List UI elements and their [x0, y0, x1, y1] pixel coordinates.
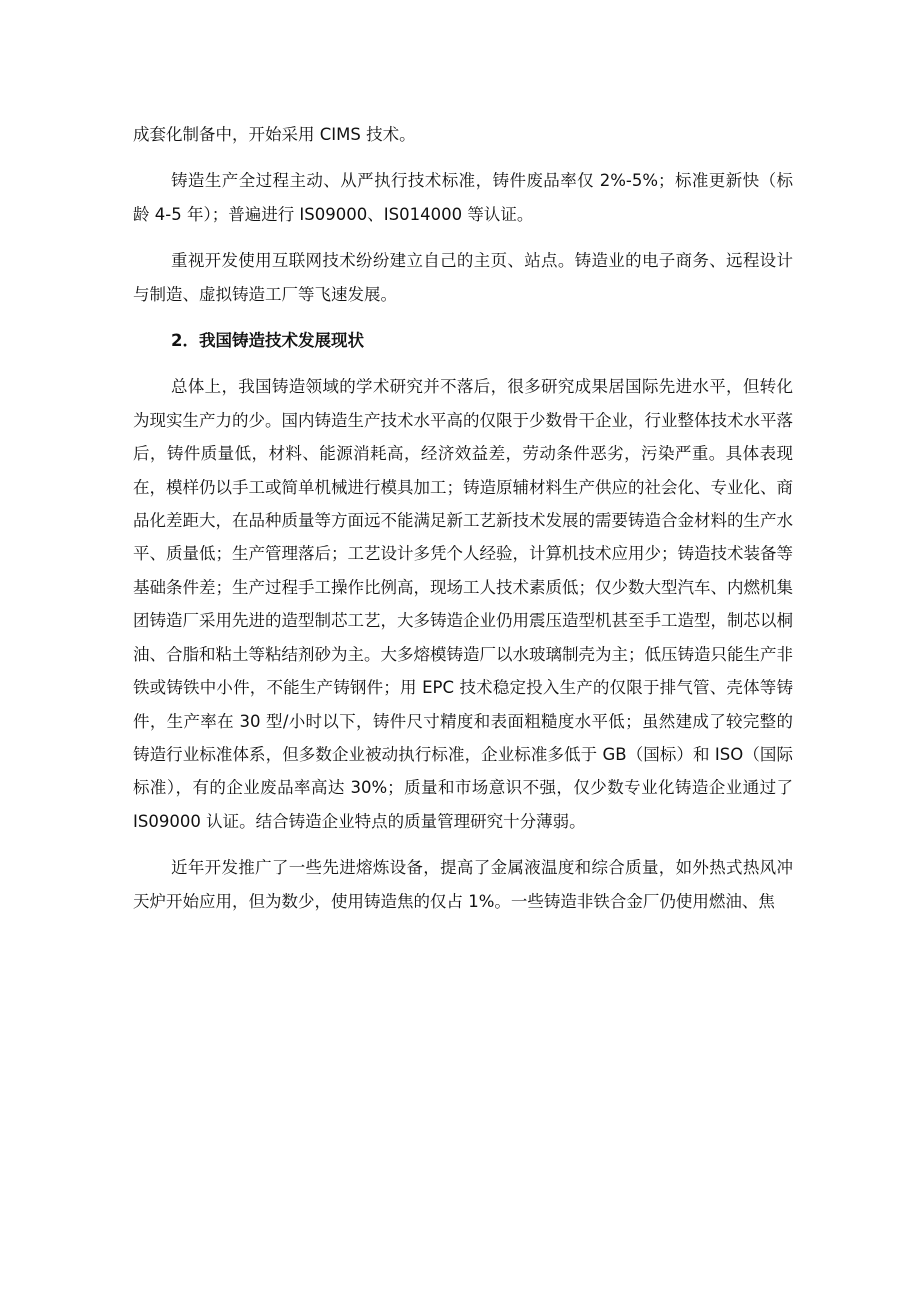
- document-page: [133, 118, 793, 918]
- section-heading: 2．我国铸造技术发展现状: [171, 331, 364, 351]
- paragraph-standards: 铸造生产全过程主动、从严执行技术标准，铸件废品率仅 2%-5%；标准更新快（标龄 4-5 年）；普遍进行 IS09000、IS014000 等认证。: [133, 171, 793, 224]
- paragraph-internet: 重视开发使用互联网技术纷纷建立自己的主页、站点。铸造业的电子商务、远程设计与制造、虚拟铸造工厂等飞速发展。: [133, 251, 793, 304]
- paragraph-cims: 成套化制备中，开始采用 CIMS 技术。: [133, 125, 416, 144]
- paragraph-melting-equipment: 近年开发推广了一些先进熔炼设备，提高了金属液温度和综合质量，如外热式热风冲天炉开始应用，但为数少，使用铸造焦的仅占 1%。一些铸造非铁合金厂仍使用燃油、焦: [133, 858, 793, 911]
- paragraph-current-status: 总体上，我国铸造领域的学术研究并不落后，很多研究成果居国际先进水平，但转化为现实生产力的少。国内铸造生产技术水平高的仅限于少数骨干企业，行业整体技术水平落后，铸件质量低，材料、能源消耗高，经济效益差，劳动条件恶劣，污染严重。具体表现在，模样仍以手工或简单机械进行模具加工；铸造原辅材料生产供应的社会化、专业化、商品化差距大，在品种质量等方面远不能满足新工艺新技术发展的需要铸造合金材料的生产水平、质量低；生产管理落后；工艺设计多凭个人经验，计算机技术应用少；铸造技术装备等基础条件差；生产过程手工操作比例高，现场工人技术素质低；仅少数大型汽车、内燃机集团铸造厂采用先进的造型制芯工艺，大多铸造企业仍用震压造型机甚至手工造型，制芯以桐油、合脂和粘土等粘结剂砂为主。大多熔模铸造厂以水玻璃制壳为主；低压铸造只能生产非铁或铸铁中小件，不能生产铸钢件；用 EPC 技术稳定投入生产的仅限于排气管、壳体等铸件，生产率在 30 型/小时以下，铸件尺寸精度和表面粗糙度水平低；虽然建成了较完整的铸造行业标准体系，但多数企业被动执行标准，企业标准多低于 GB（国标）和 ISO（国际标准），有的企业废品率高达 30%；质量和市场意识不强，仅少数专业化铸造企业通过了 IS09000 认证。结合铸造企业特点的质量管理研究十分薄弱。: [133, 377, 793, 831]
